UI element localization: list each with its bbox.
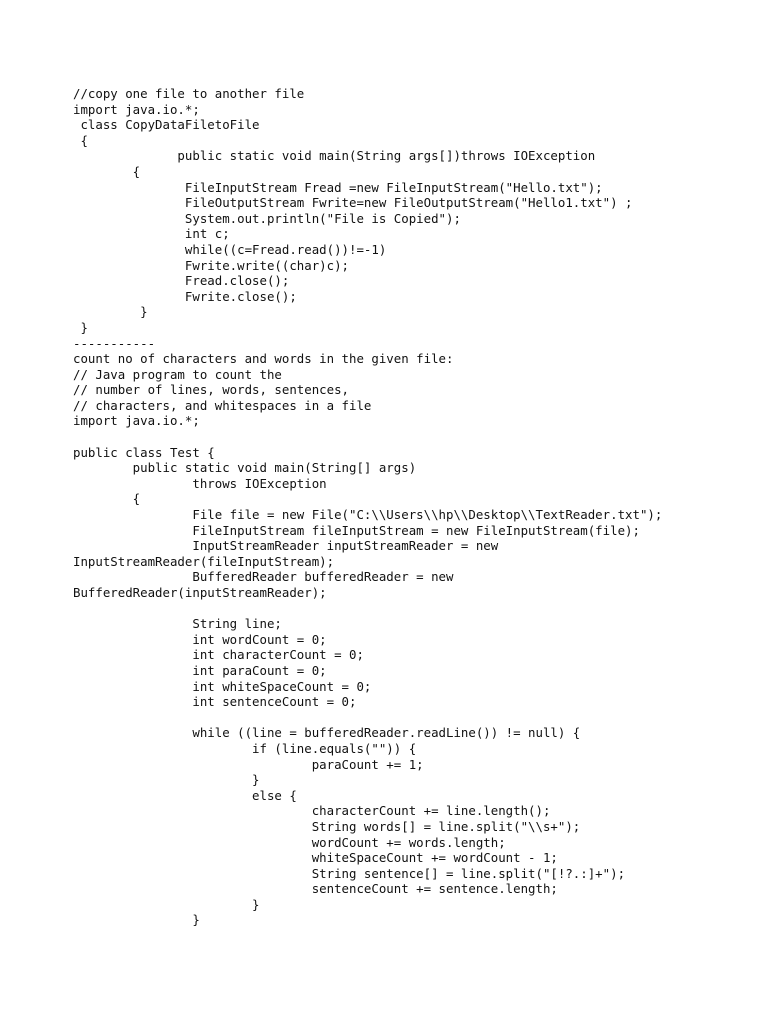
code-line: FileInputStream fileInputStream = new FileInputStream(file); — [73, 522, 640, 538]
code-line: { — [73, 491, 141, 507]
code-line: InputStreamReader inputStreamReader = new — [73, 538, 499, 554]
code-line: if (line.equals("")) { — [73, 740, 417, 756]
code-line: } — [73, 319, 88, 335]
code-line: whiteSpaceCount += wordCount - 1; — [73, 850, 558, 866]
code-line: import java.io.*; — [73, 101, 200, 117]
code-line: characterCount += line.length(); — [73, 803, 551, 819]
code-line: } — [73, 912, 200, 928]
code-line: while ((line = bufferedReader.readLine()) != null) { — [73, 725, 581, 741]
code-line: } — [73, 304, 148, 320]
code-line: File file = new File("C:\\Users\\hp\\Desktop\\TextReader.txt"); — [73, 507, 663, 523]
code-line: else { — [73, 787, 297, 803]
code-line: FileOutputStream Fwrite=new FileOutputStream("Hello1.txt") ; — [73, 195, 633, 211]
code-line: throws IOException — [73, 475, 327, 491]
code-line — [73, 601, 662, 617]
code-line: InputStreamReader(fileInputStream); — [73, 553, 335, 569]
code-line: int sentenceCount = 0; — [73, 694, 357, 710]
code-line: sentenceCount += sentence.length; — [73, 881, 558, 897]
code-listing — [73, 86, 662, 928]
code-line: { — [73, 132, 88, 148]
code-line: BufferedReader bufferedReader = new — [73, 569, 454, 585]
code-line: public class Test { — [73, 444, 215, 460]
code-line: { — [73, 163, 141, 179]
code-line: String line; — [73, 616, 282, 632]
code-line: paraCount += 1; — [73, 756, 424, 772]
code-line: public static void main(String args[])throws IOException — [73, 148, 596, 164]
code-line: } — [73, 772, 260, 788]
code-line: } — [73, 896, 260, 912]
code-line: // characters, and whitespaces in a file — [73, 397, 372, 413]
code-line: count no of characters and words in the given file: — [73, 351, 454, 367]
code-line: String sentence[] = line.split("[!?.:]+"); — [73, 865, 626, 881]
code-line: Fwrite.write((char)c); — [73, 257, 350, 273]
code-line: int c; — [73, 226, 230, 242]
code-line: int paraCount = 0; — [73, 662, 327, 678]
code-line: int characterCount = 0; — [73, 647, 364, 663]
code-line: //copy one file to another file — [73, 86, 305, 101]
code-line: FileInputStream Fread =new FileInputStream("Hello.txt"); — [73, 179, 603, 195]
code-line: int whiteSpaceCount = 0; — [73, 678, 372, 694]
code-line: BufferedReader(inputStreamReader); — [73, 585, 327, 600]
code-line: int wordCount = 0; — [73, 631, 327, 647]
code-line: // Java program to count the — [73, 366, 282, 382]
code-line: Fread.close(); — [73, 273, 290, 289]
code-line: Fwrite.close(); — [73, 288, 297, 304]
code-line: ----------- — [73, 335, 156, 351]
code-line: String words[] = line.split("\\s+"); — [73, 818, 581, 834]
code-line: public static void main(String[] args) — [73, 460, 417, 476]
code-line: // number of lines, words, sentences, — [73, 382, 350, 398]
code-line: while((c=Fread.read())!=-1) — [73, 241, 387, 257]
code-line: System.out.println("File is Copied"); — [73, 210, 461, 226]
code-line — [73, 429, 662, 445]
code-line — [73, 710, 662, 726]
code-line: class CopyDataFiletoFile — [73, 117, 260, 133]
code-line: wordCount += words.length; — [73, 834, 506, 850]
code-line: import java.io.*; — [73, 413, 200, 429]
